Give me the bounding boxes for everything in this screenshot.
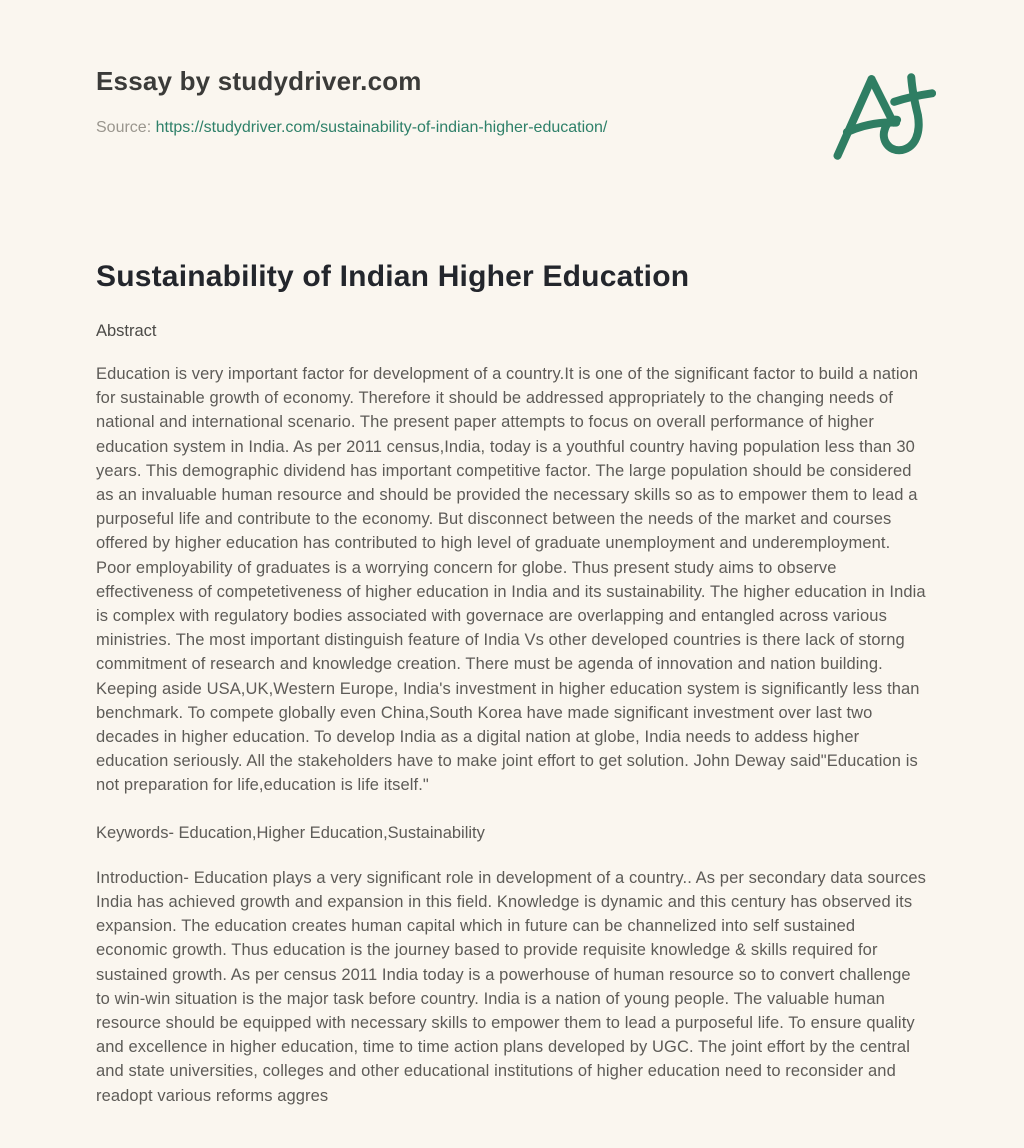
abstract-paragraph: Education is very important factor for development of a country.It is one of the significant factor to build a nation for sustainable growth of economy. Therefore it should be addressed appropriately to the changing needs of national and international scenario. The present paper attempts to focus on overall performance of higher education system in India. As per 2011 census,India, today is a youthful country having population less than 30 years. This demographic dividend has important competitive factor. The large population should be considered as an invaluable human resource and should be provided the necessary skills so as to empower them to lead a purposeful life and contribute to the economy. But disconnect between the needs of the market and courses offered by higher education has contributed to high level of graduate unemployment and underemployment. Poor employability of graduates is a worrying concern for globe. Thus present study aims to observe effectiveness of competetiveness of higher education in India and its sustainability. The higher education in India is complex with regulatory bodies associated with governace are overlapping and entangled across various ministries. The most important distinguish feature of India Vs other developed countries is there lack of storng commitment of research and knowledge creation. There must be agenda of innovation and nation building. Keeping aside USA,UK,Western Europe, India's investment in higher education system is significantly less than benchmark. To compete globally even China,South Korea have made significant investment over last two decades in higher education. To develop India as a digital nation at globe, India needs to addess higher education seriously. All the stakeholders have to make joint effort to get solution. John Deway said"Education is not preparation for life,education is life itself."	[96, 365, 926, 795]
source-link[interactable]: https://studydriver.com/sustainability-of-indian-higher-education/	[155, 119, 608, 136]
document-header	[96, 66, 928, 168]
introduction-paragraph: Introduction- Education plays a very significant role in development of a country.. As per secondary data sources India has achieved growth and expansion in this field. Knowledge is dynamic and this century has observed its expansion. The education creates human capital which in future can be channelized into self sustained economic growth. Thus education is the journey based to provide requisite knowledge & skills required for sustained growth. As per census 2011 India today is a powerhouse of human resource so to convert challenge to win-win situation is the major task before country. India is a nation of young people. The valuable human resource should be equipped with necessary skills to empower them to lead a purposeful life. To ensure quality and excellence in higher education, time to time action plans developed by UGC. The joint effort by the central and state universities, colleges and other educational institutions of higher education need to reconsider and readopt various reforms aggres	[96, 868, 927, 1105]
a-plus-logo-icon	[822, 64, 940, 168]
site-heading: Essay by studydriver.com	[96, 66, 422, 96]
abstract-heading: Abstract	[96, 322, 157, 340]
source-line	[96, 119, 928, 137]
keywords-line: Keywords- Education,Higher Education,Sustainability	[96, 823, 485, 842]
article-title: Sustainability of Indian Higher Education	[96, 260, 690, 293]
source-label: Source:	[96, 119, 152, 136]
